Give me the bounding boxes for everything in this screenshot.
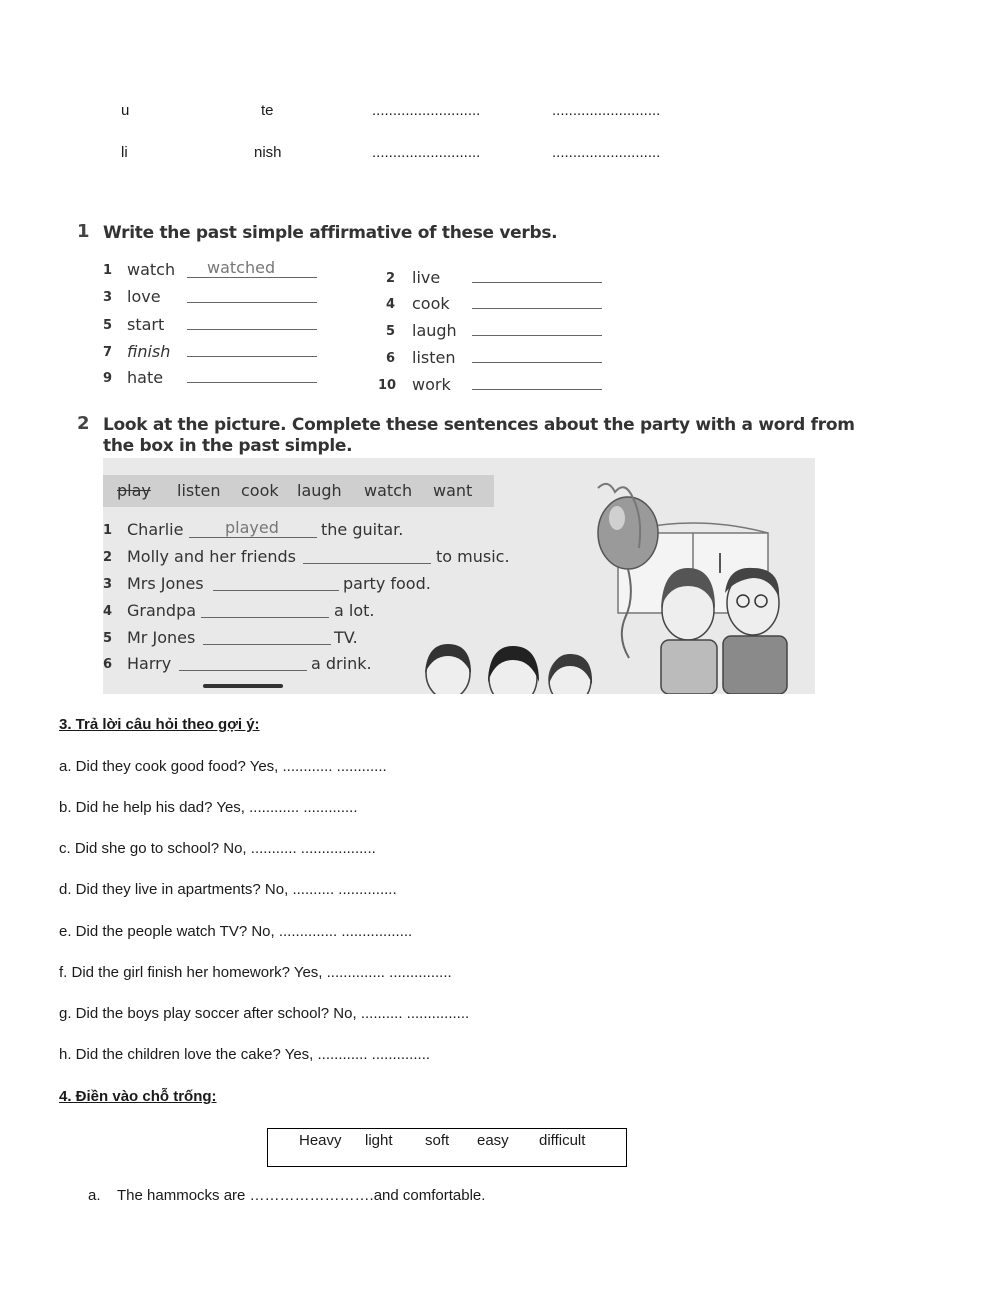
sentence-subject: Charlie (127, 520, 184, 539)
question-c: c. Did she go to school? No, ........... .................. (59, 840, 376, 857)
item-number: 6 (386, 351, 396, 366)
item-number: 6 (103, 657, 113, 672)
answer-line[interactable] (472, 282, 602, 283)
sentence-subject: Mrs Jones (127, 574, 204, 593)
answer-line[interactable] (179, 670, 307, 671)
verb-label: start (127, 315, 165, 334)
sentence-subject: Molly and her friends (127, 547, 297, 566)
sentence-rest: a drink. (311, 654, 372, 673)
guitar-edge (203, 684, 283, 688)
question-h: h. Did the children love the cake? Yes, ............ .............. (59, 1046, 431, 1063)
answer-example: played (225, 518, 279, 537)
verb-label: finish (127, 342, 171, 361)
question-a: a. Did they cook good food? Yes, ............ ............ (59, 758, 387, 775)
verb-label: love (127, 287, 161, 306)
sentence-subject: Harry (127, 654, 172, 673)
exercise-4-heading: 4. Điền vào chỗ trống: (59, 1088, 217, 1105)
verb-label: listen (412, 348, 456, 367)
sentence-rest: a lot. (334, 601, 375, 620)
fragment-a: li (121, 144, 128, 161)
word-easy: easy (477, 1132, 509, 1149)
answer-line[interactable] (472, 362, 602, 363)
item-number: 9 (103, 371, 113, 386)
sentence-rest: to music. (436, 547, 510, 566)
verb-item (103, 287, 333, 311)
answer-line[interactable] (203, 644, 331, 645)
sentence-subject: Grandpa (127, 601, 197, 620)
word-watch: watch (364, 481, 413, 500)
answer-line[interactable] (472, 308, 602, 309)
item-number: 3 (103, 290, 113, 305)
item-number: 5 (386, 324, 396, 339)
verb-label: hate (127, 368, 164, 387)
exercise-title: Write the past simple affirmative of these verbs. (103, 223, 558, 243)
item-number: 4 (386, 297, 396, 312)
top-row-1 (0, 102, 1000, 122)
answer-line[interactable] (187, 277, 317, 278)
answer-line[interactable] (187, 382, 317, 383)
blank-c[interactable]: .......................... (372, 144, 481, 161)
item-sentence: The hammocks are …………………….and comfortable. (117, 1187, 486, 1204)
verb-label: live (412, 268, 441, 287)
verb-label: cook (412, 294, 450, 313)
item-number: 3 (103, 577, 113, 592)
item-label: a. (88, 1187, 101, 1204)
word-box (267, 1128, 627, 1167)
verb-item (384, 321, 614, 345)
item-number: 5 (103, 318, 113, 333)
item-number: 1 (103, 263, 113, 278)
verb-item (384, 268, 614, 292)
answer-line[interactable] (187, 356, 317, 357)
fragment-b: nish (254, 144, 282, 161)
answer-line[interactable] (187, 329, 317, 330)
word-play: play (117, 481, 151, 500)
fragment-a: u (121, 102, 130, 119)
item-number: 5 (103, 631, 113, 646)
sentence-rest: TV. (334, 628, 358, 647)
exercise-number: 1 (77, 221, 90, 242)
word-listen: listen (177, 481, 221, 500)
answer-line[interactable] (213, 590, 339, 591)
verb-label: watch (127, 260, 176, 279)
question-b: b. Did he help his dad? Yes, ............ ............. (59, 799, 358, 816)
exercise-1 (0, 218, 1000, 398)
answer-example: watched (207, 258, 276, 277)
exercise-3-heading: 3. Trả lời câu hỏi theo gợi ý: (59, 716, 260, 733)
word-difficult: difficult (539, 1132, 586, 1149)
verb-label: laugh (412, 321, 457, 340)
exercise-number: 2 (77, 413, 90, 434)
blank-d[interactable]: .......................... (552, 102, 661, 119)
verb-item (384, 348, 614, 372)
party-illustration (403, 458, 815, 694)
verb-label: work (412, 375, 451, 394)
item-number: 1 (103, 523, 113, 538)
exercise-2 (0, 410, 1000, 700)
answer-line[interactable] (189, 537, 317, 538)
word-light: light (365, 1132, 393, 1149)
exercise-title-line2: the box in the past simple. (103, 436, 353, 456)
item-number: 4 (103, 604, 113, 619)
verb-item (103, 260, 333, 284)
answer-line[interactable] (201, 617, 329, 618)
sentence-rest: the guitar. (321, 520, 404, 539)
blank-c[interactable]: .......................... (372, 102, 481, 119)
blank-d[interactable]: .......................... (552, 144, 661, 161)
sentence-rest: party food. (343, 574, 431, 593)
party-picture (103, 458, 815, 694)
question-e: e. Did the people watch TV? No, .............. ................. (59, 923, 413, 940)
sentence-subject: Mr Jones (127, 628, 196, 647)
item-number: 2 (103, 550, 113, 565)
question-d: d. Did they live in apartments? No, .......... .............. (59, 881, 397, 898)
verb-item (103, 368, 333, 392)
word-soft: soft (425, 1132, 450, 1149)
fragment-b: te (261, 102, 274, 119)
word-cook: cook (241, 481, 279, 500)
item-number: 10 (378, 378, 397, 393)
balloon-icon (598, 497, 658, 569)
item-number: 2 (386, 271, 396, 286)
verb-item (378, 375, 614, 399)
item-number: 7 (103, 345, 113, 360)
answer-line[interactable] (187, 302, 317, 303)
verb-item (103, 342, 333, 366)
answer-line[interactable] (472, 335, 602, 336)
exercise-title-line1: Look at the picture. Complete these sentences about the party with a word from (103, 415, 855, 435)
word-want: want (433, 481, 473, 500)
word-heavy: Heavy (299, 1132, 342, 1149)
question-g: g. Did the boys play soccer after school? No, .......... ............... (59, 1005, 470, 1022)
question-f: f. Did the girl finish her homework? Yes, .............. ............... (59, 964, 452, 981)
verb-item (384, 294, 614, 318)
answer-line[interactable] (472, 389, 602, 390)
top-row-2 (0, 144, 1000, 164)
word-laugh: laugh (297, 481, 342, 500)
verb-item (103, 315, 333, 339)
